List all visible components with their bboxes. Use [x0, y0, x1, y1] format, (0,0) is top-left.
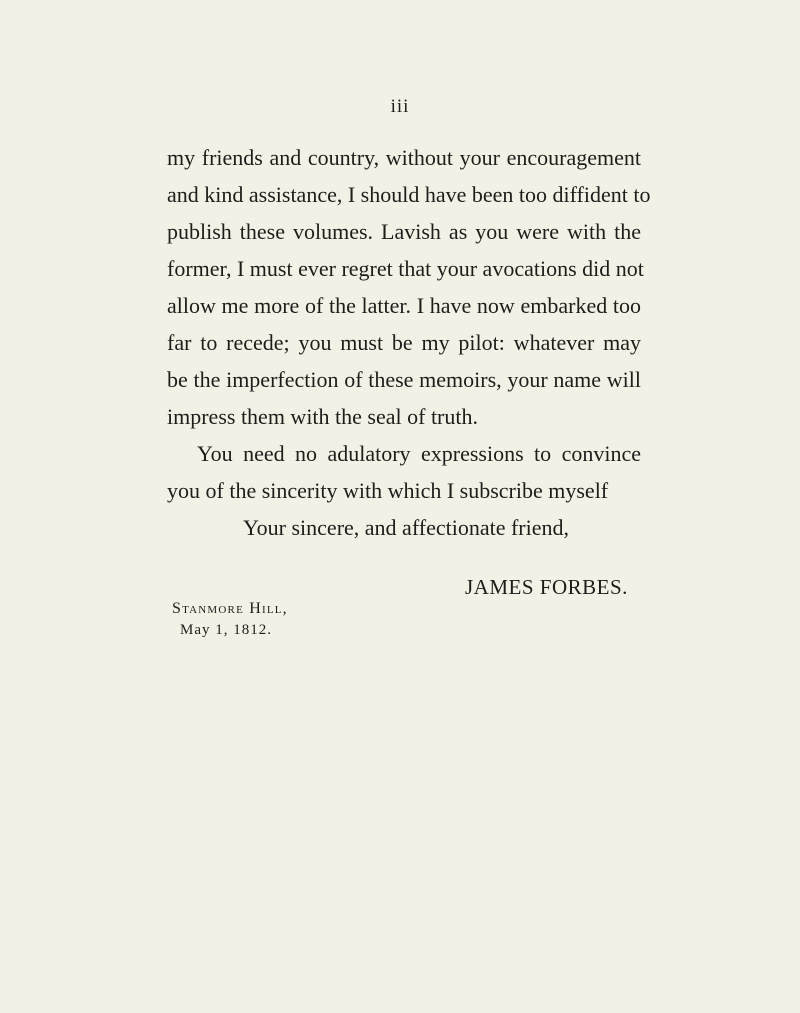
body-line-9: You need no adulatory expressions to convince [197, 441, 641, 466]
page-number: iii [390, 96, 410, 117]
signature: JAMES FORBES. [465, 575, 628, 599]
body-line-3: publish these volumes. Lavish as you were with the [167, 219, 641, 244]
date-line: May 1, 1812. [180, 622, 272, 638]
body-line-2: and kind assistance, I should have been too diffident to [167, 182, 651, 207]
body-line-4: former, I must ever regret that your avocations did not [167, 256, 644, 281]
place-line: Stanmore Hill, [172, 600, 288, 617]
body-line-7: be the imperfection of these memoirs, your name will [167, 367, 641, 392]
closing-salutation: Your sincere, and affectionate friend, [242, 515, 569, 540]
body-line-5: allow me more of the latter. I have now embarked too [167, 293, 641, 318]
body-line-10: you of the sincerity with which I subscribe myself [167, 478, 609, 503]
body-line-8: impress them with the seal of truth. [167, 404, 478, 429]
body-line-6: far to recede; you must be my pilot: whatever may [167, 330, 641, 355]
body-line-1: my friends and country, without your encouragement [167, 145, 641, 170]
